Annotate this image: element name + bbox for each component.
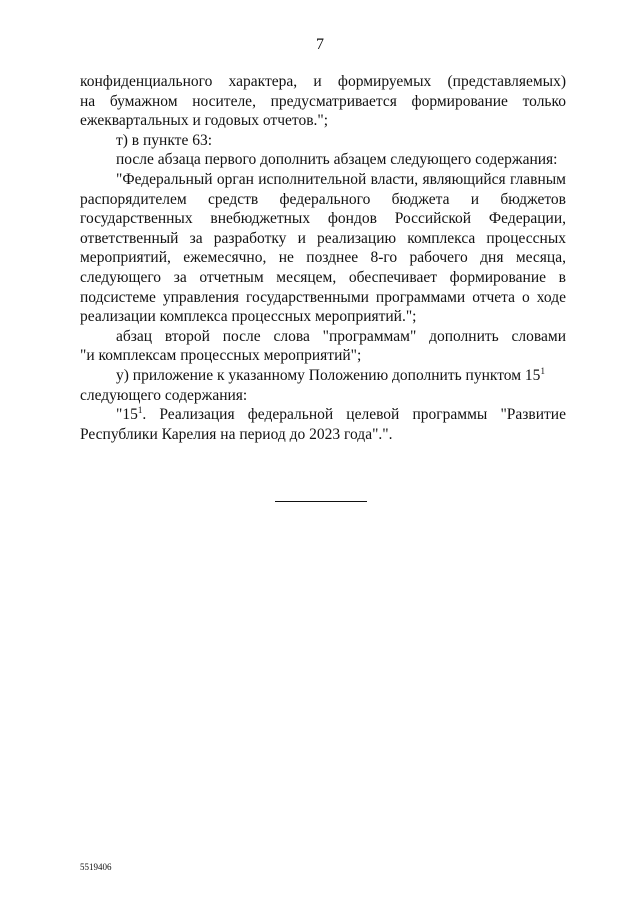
closing-divider-line	[275, 501, 367, 502]
item-u-paragraph	[80, 366, 566, 405]
text-line: "и комплексам процессных мероприятий";	[80, 347, 362, 365]
text-line: на бумажном носителе, предусматривается формирование только	[80, 92, 566, 110]
continuation-paragraph	[80, 72, 566, 131]
text-line	[80, 405, 566, 425]
text-line: подсистеме управления государственными программами отчета о ходе	[80, 288, 566, 306]
text-fragment: . Реализация федеральной целевой программы "Развитие	[142, 406, 566, 424]
text-line: ответственный за разработку и реализацию комплекса процессных	[80, 229, 566, 247]
text-line: мероприятий, ежемесячно, не позднее 8-го рабочего дня месяца,	[80, 249, 566, 267]
document-code: 5519406	[80, 862, 112, 872]
text-line: реализации комплекса процессных мероприятий.";	[80, 308, 417, 326]
text-line: государственных внебюджетных фондов Российской Федерации,	[80, 210, 566, 228]
superscript: 1	[137, 404, 143, 415]
text-line: конфиденциального характера, и формируемых (представляемых)	[80, 73, 566, 90]
text-line: следующего содержания:	[80, 386, 248, 404]
text-line: распорядителем средств федерального бюджета и бюджетов	[80, 190, 566, 208]
item-t-instruction: после абзаца первого дополнить абзацем следующего содержания:	[116, 151, 558, 169]
document-body	[80, 72, 566, 444]
superscript: 1	[540, 365, 545, 376]
second-paragraph-amendment	[80, 327, 566, 366]
text-line: "Федеральный орган исполнительной власти, являющийся главным	[116, 170, 566, 188]
text-line: Республики Карелия на период до 2023 года".".	[80, 425, 393, 443]
text-fragment: "15	[116, 406, 138, 424]
text-line: следующего за отчетным месяцем, обеспечивает формирование в	[80, 268, 566, 286]
page-number: 7	[316, 36, 324, 53]
inserted-paragraph-quote	[80, 170, 566, 327]
item-t-heading: т) в пункте 63:	[116, 131, 213, 149]
text-line: ежеквартальных и годовых отчетов.";	[80, 112, 329, 130]
text-fragment: у) приложение к указанному Положению дополнить пунктом 15	[116, 366, 541, 384]
text-line	[80, 366, 566, 386]
text-line: абзац второй после слова "программам" дополнить словами	[116, 327, 566, 345]
new-item-quote	[80, 405, 566, 444]
